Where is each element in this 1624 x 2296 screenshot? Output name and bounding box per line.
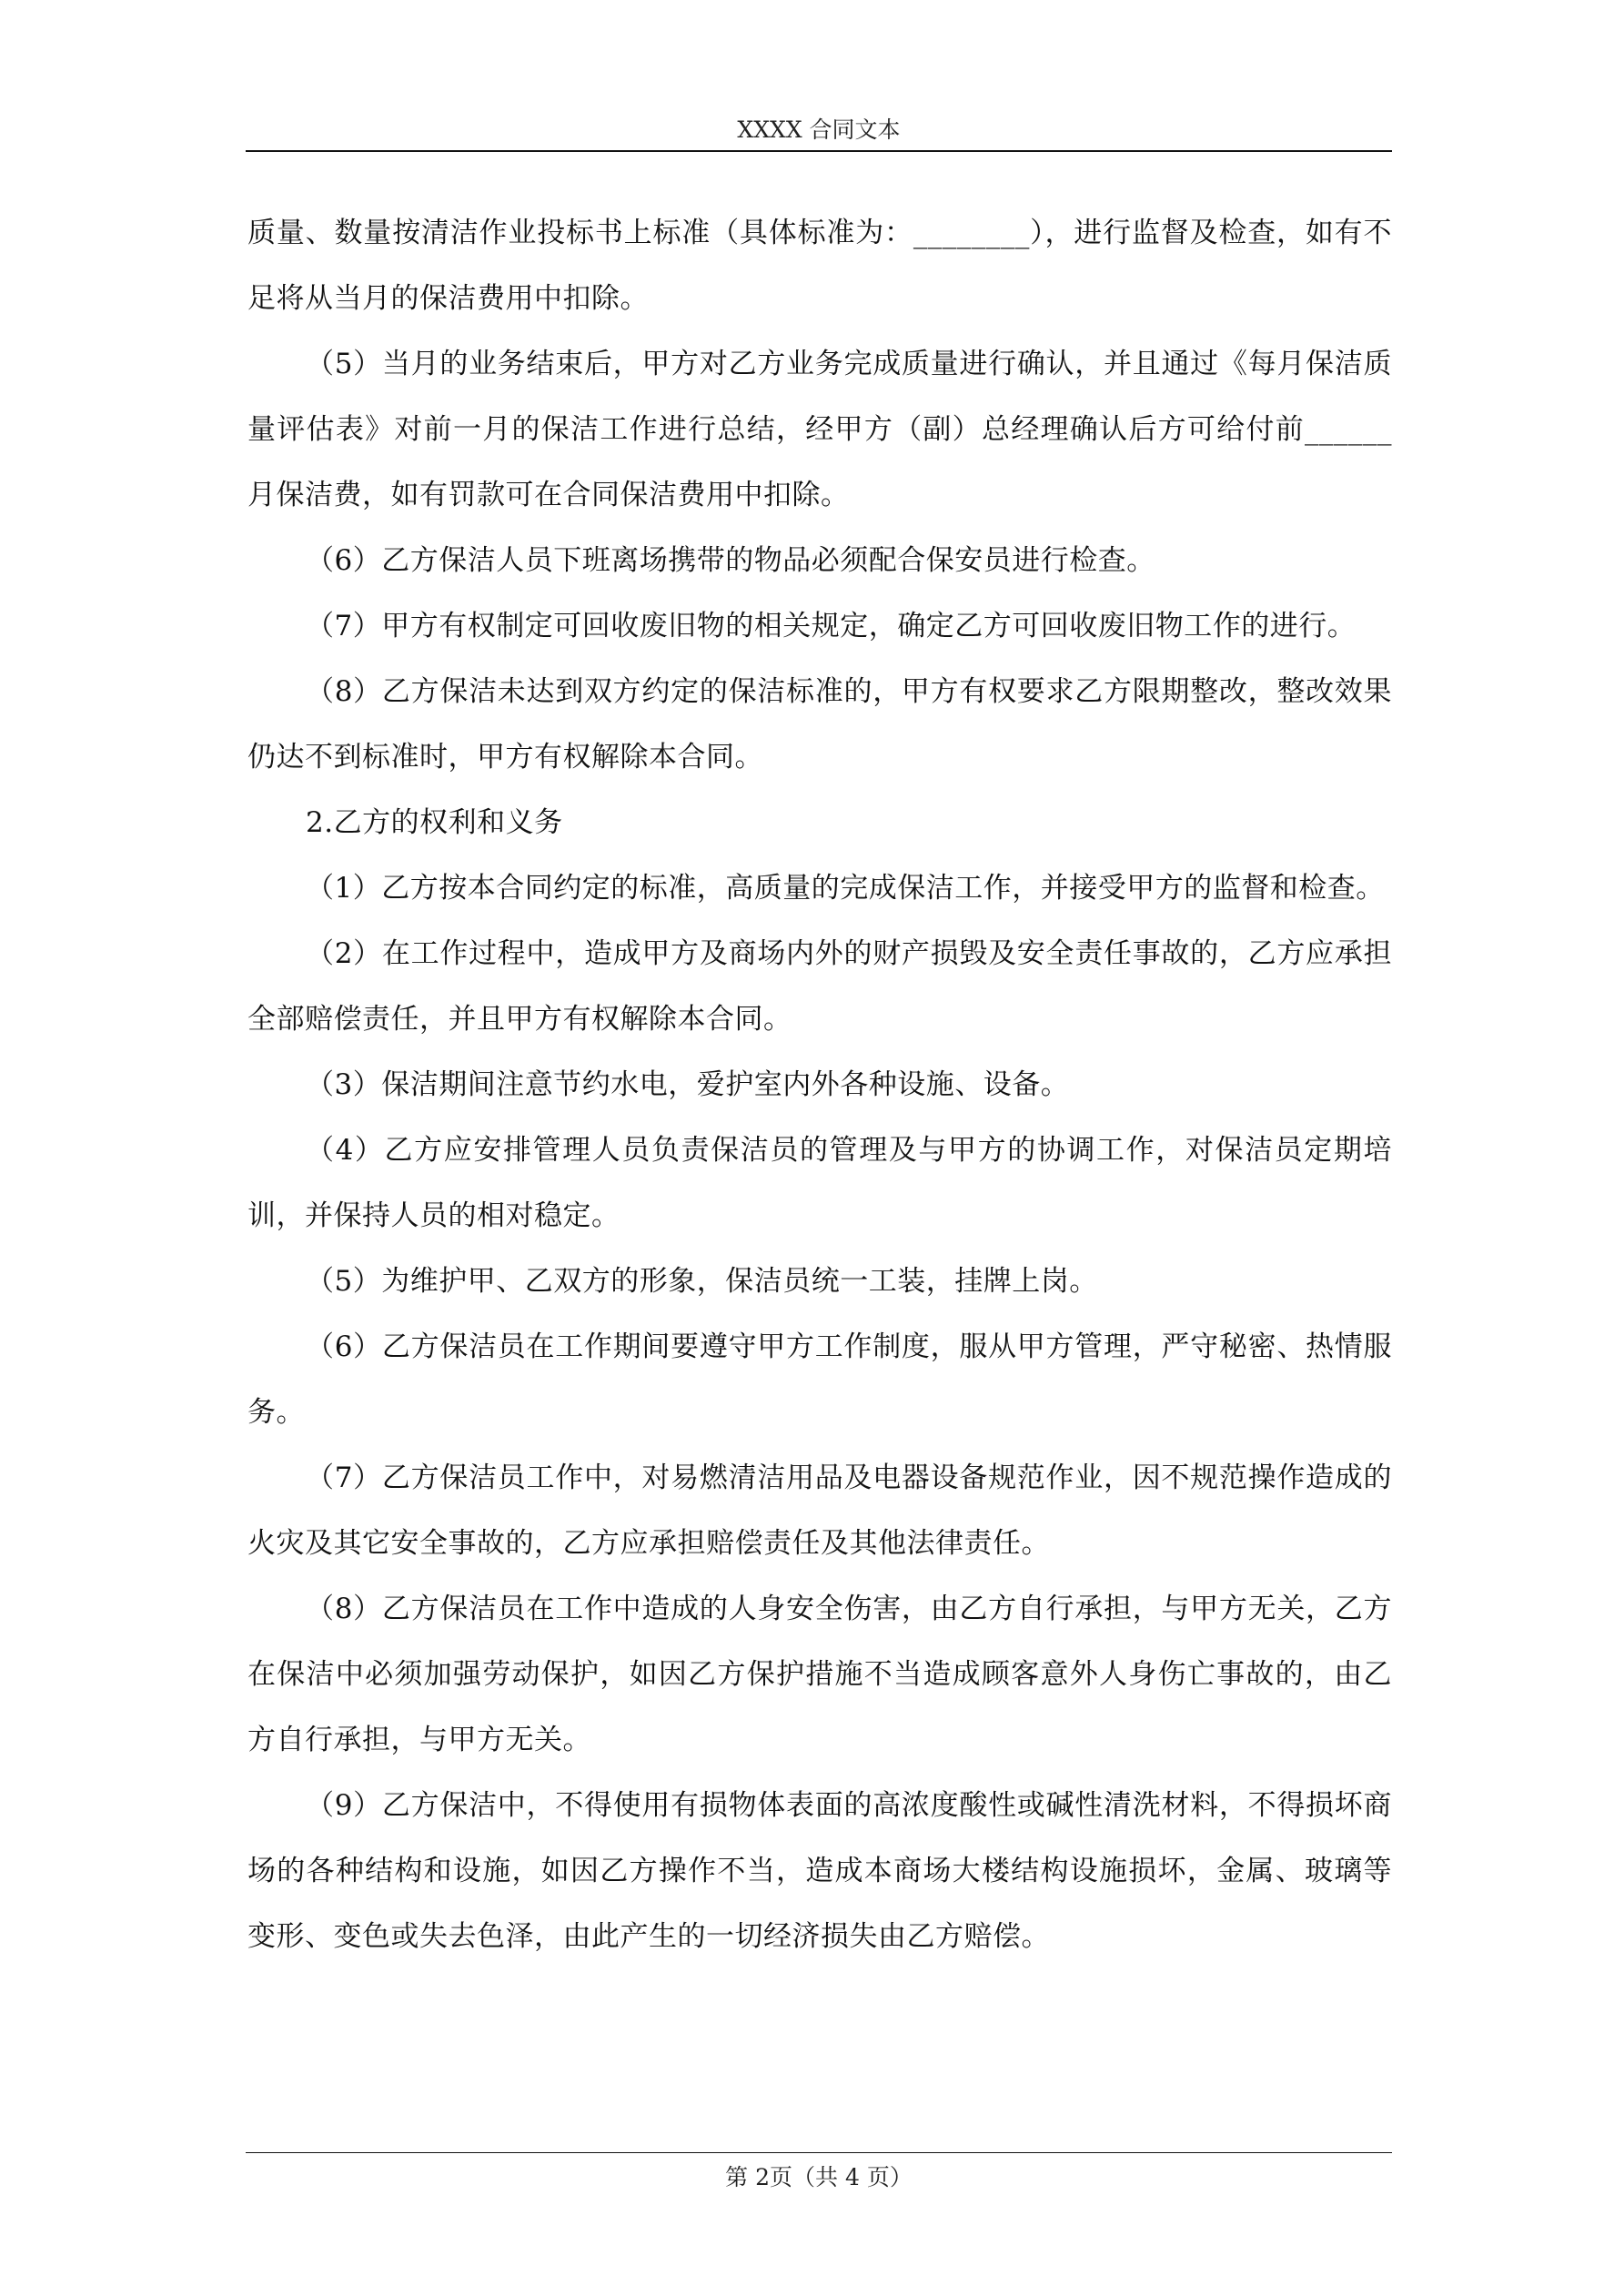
paragraph: （5）为维护甲、乙双方的形象，保洁员统一工装，挂牌上岗。: [306, 1265, 1098, 1298]
paragraph: （6）乙方保洁员在工作期间要遵守甲方工作制度，服从甲方管理，严守秘密、热情服务。: [247, 1330, 1392, 1429]
paragraph: （5）当月的业务结束后，甲方对乙方业务完成质量进行确认，并且通过《每月保洁质量评估表》对前一月的保洁工作进行总结，经甲方（副）总经理确认后方可给付前______月保洁费，如有罚款可在合同保洁费用中扣除。: [247, 348, 1392, 511]
document-body: [247, 200, 1392, 1969]
paragraph: （7）甲方有权制定可回收废旧物的相关规定，确定乙方可回收废旧物工作的进行。: [306, 610, 1357, 642]
paragraph: （3）保洁期间注意节约水电，爱护室内外各种设施、设备。: [306, 1068, 1070, 1101]
paragraph: 质量、数量按清洁作业投标书上标准（具体标准为：________），进行监督及检查，如有不足将从当月的保洁费用中扣除。: [247, 217, 1392, 315]
page-header-title: XXXX 合同文本: [737, 116, 901, 143]
paragraph: （9）乙方保洁中，不得使用有损物体表面的高浓度酸性或碱性清洗材料，不得损坏商场的各种结构和设施，如因乙方操作不当，造成本商场大楼结构设施损坏，金属、玻璃等变形、变色或失去色泽，由此产生的一切经济损失由乙方赔偿。: [247, 1789, 1392, 1953]
paragraph: （8）乙方保洁员在工作中造成的人身安全伤害，由乙方自行承担，与甲方无关，乙方在保洁中必须加强劳动保护，如因乙方保护措施不当造成顾客意外人身伤亡事故的，由乙方自行承担，与甲方无关。: [247, 1593, 1392, 1756]
section-heading: 2.乙方的权利和义务: [306, 806, 563, 839]
paragraph: （4）乙方应安排管理人员负责保洁员的管理及与甲方的协调工作，对保洁员定期培训，并保持人员的相对稳定。: [247, 1134, 1392, 1232]
paragraph: （2）在工作过程中，造成甲方及商场内外的财产损毁及安全责任事故的，乙方应承担全部赔偿责任，并且甲方有权解除本合同。: [247, 937, 1392, 1036]
header-divider: [246, 150, 1392, 152]
paragraph: （7）乙方保洁员工作中，对易燃清洁用品及电器设备规范作业，因不规范操作造成的火灾及其它安全事故的，乙方应承担赔偿责任及其他法律责任。: [247, 1462, 1392, 1560]
paragraph: （6）乙方保洁人员下班离场携带的物品必须配合保安员进行检查。: [306, 544, 1155, 577]
paragraph: （8）乙方保洁未达到双方约定的保洁标准的，甲方有权要求乙方限期整改，整改效果仍达不到标准时，甲方有权解除本合同。: [247, 675, 1392, 774]
footer-divider: [246, 2152, 1392, 2153]
page-number: 第 2页（共 4 页）: [725, 2164, 913, 2190]
paragraph: （1）乙方按本合同约定的标准，高质量的完成保洁工作，并接受甲方的监督和检查。: [306, 872, 1385, 905]
